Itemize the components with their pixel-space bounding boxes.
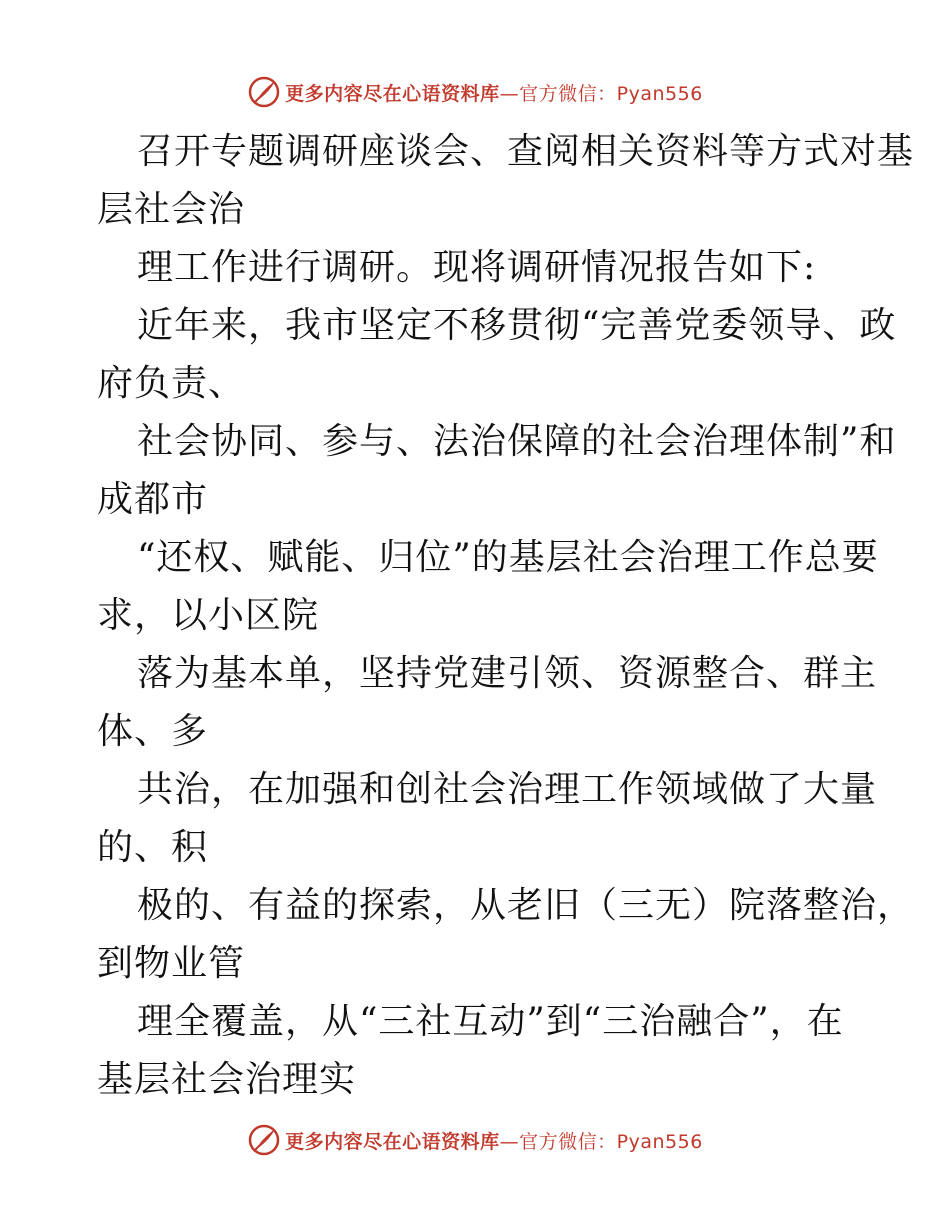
- header-banner-suffix: 官方微信：Pyan556: [519, 82, 703, 105]
- quill-pen-logo-icon: [247, 1123, 281, 1157]
- footer-banner-text: [285, 1127, 703, 1154]
- body-line: 极的、有益的探索，从老旧（三无）院落整治，: [137, 885, 915, 926]
- body-line: 府负责、: [97, 363, 246, 404]
- footer-banner-separator: —: [499, 1130, 520, 1153]
- body-line: 成都市: [97, 479, 209, 520]
- body-line: 求，以小区院: [97, 595, 320, 636]
- document-body: [97, 123, 915, 1109]
- body-line: 的、积: [97, 827, 209, 868]
- body-line: 共治，在加强和创社会治理工作领域做了大量: [137, 769, 878, 810]
- body-line: 理工作进行调研。现将调研情况报告如下:: [137, 247, 817, 288]
- body-line: 近年来，我市坚定不移贯彻“完善党委领导、政: [137, 305, 897, 346]
- body-line: 落为基本单，坚持党建引领、资源整合、群主: [137, 653, 878, 694]
- header-banner-text: [285, 79, 703, 106]
- footer-banner-content: [247, 1120, 703, 1160]
- quill-pen-logo-icon: [247, 75, 281, 109]
- body-line: 层社会治: [97, 189, 246, 230]
- footer-banner-title: 更多内容尽在心语资料库: [285, 1130, 500, 1153]
- header-banner: [0, 72, 950, 112]
- footer-banner: [0, 1120, 950, 1160]
- header-banner-separator: —: [499, 82, 520, 105]
- body-line: 到物业管: [97, 943, 246, 984]
- header-banner-content: [247, 72, 703, 112]
- body-line: 召开专题调研座谈会、查阅相关资料等方式对基: [137, 131, 915, 172]
- header-banner-title: 更多内容尽在心语资料库: [285, 82, 500, 105]
- body-line: 基层社会治理实: [97, 1059, 357, 1100]
- body-line: 社会协同、参与、法治保障的社会治理体制”和: [137, 421, 897, 462]
- body-line: 体、多: [97, 711, 209, 752]
- footer-banner-suffix: 官方微信：Pyan556: [519, 1130, 703, 1153]
- body-line: “还权、赋能、归位”的基层社会治理工作总要: [137, 537, 879, 578]
- body-line: 理全覆盖，从“三社互动”到“三治融合”，在: [137, 1001, 844, 1042]
